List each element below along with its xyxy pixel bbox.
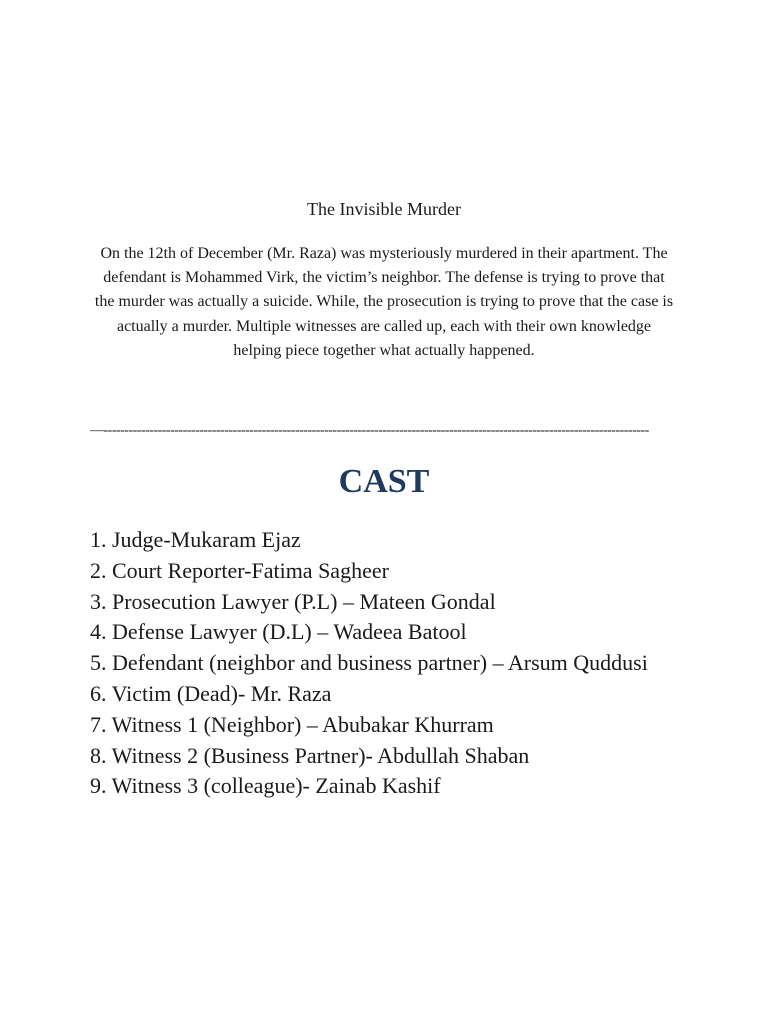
cast-item-court-reporter: 2. Court Reporter-Fatima Sagheer bbox=[90, 557, 389, 583]
section-divider: —----------------------------------------------------------------------------------------------------------------------------------- bbox=[90, 423, 649, 438]
document-title: The Invisible Murder bbox=[307, 199, 461, 219]
cast-item-judge: 1. Judge-Mukaram Ejaz bbox=[90, 527, 301, 552]
cast-item-witness-2: 8. Witness 2 (Business Partner)- Abdullah Shaban bbox=[90, 742, 530, 768]
cast-item-witness-3: 9. Witness 3 (colleague)- Zainab Kashif bbox=[90, 773, 441, 799]
case-summary: On the 12th of December (Mr. Raza) was mysteriously murdered in their apartment. The defendant is Mohammed Virk, the victim’s neighbor. The defense is trying to prove that the murder was actually a suicide. While, the prosecution is trying to prove that the case is actually a murder. Multiple witnesses are called up, each with their own knowledge helping piece together what actually happened. bbox=[94, 245, 674, 359]
cast-heading: CAST bbox=[338, 463, 430, 500]
cast-item-prosecution-lawyer: 3. Prosecution Lawyer (P.L) – Mateen Gondal bbox=[90, 588, 496, 614]
cast-item-defense-lawyer: 4. Defense Lawyer (D.L) – Wadeea Batool bbox=[90, 619, 467, 645]
cast-item-victim: 6. Victim (Dead)- Mr. Raza bbox=[90, 680, 332, 706]
cast-list bbox=[90, 525, 648, 802]
cast-item-defendant: 5. Defendant (neighbor and business partner) – Arsum Quddusi bbox=[90, 650, 648, 676]
cast-item-witness-1: 7. Witness 1 (Neighbor) – Abubakar Khurram bbox=[90, 711, 494, 737]
